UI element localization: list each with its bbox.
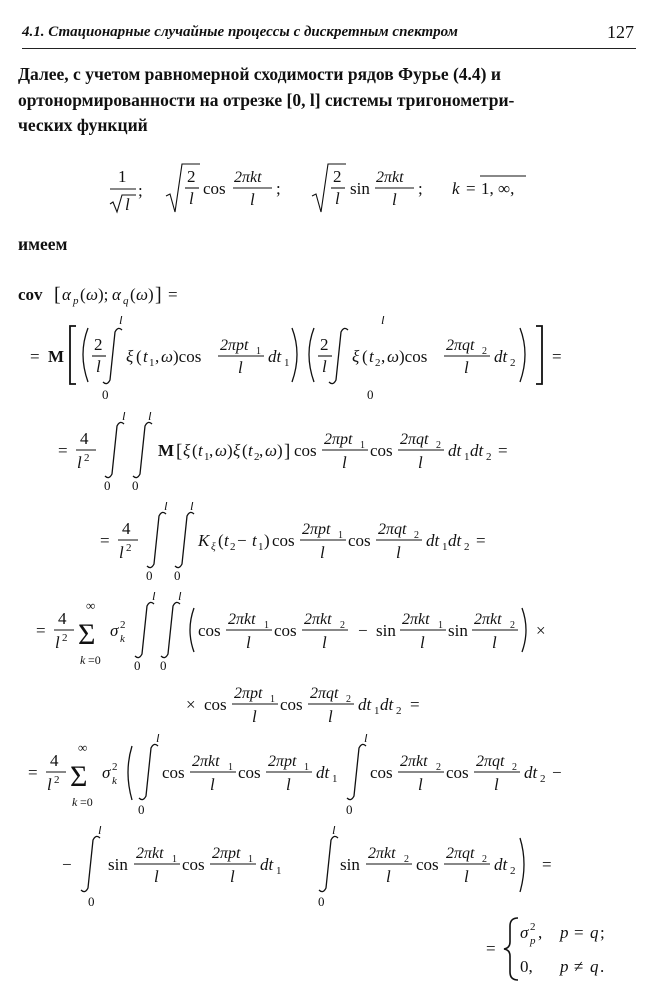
- svg-text:−: −: [237, 531, 247, 550]
- svg-text:2: 2: [84, 452, 90, 464]
- svg-text:): ): [148, 285, 154, 304]
- svg-text:l: l: [464, 867, 469, 886]
- svg-text:0: 0: [174, 568, 181, 583]
- svg-text:2: 2: [54, 774, 60, 786]
- svg-text:=: =: [552, 347, 562, 366]
- svg-text:2: 2: [414, 530, 419, 541]
- svg-text:1, ∞,: 1, ∞,: [481, 179, 515, 198]
- svg-text:ξ: ξ: [233, 441, 241, 460]
- svg-text:): ): [277, 441, 283, 460]
- svg-text:0,: 0,: [520, 957, 533, 976]
- svg-text:2πqt: 2πqt: [378, 521, 407, 538]
- svg-text:l: l: [47, 775, 52, 794]
- svg-text:2: 2: [482, 346, 487, 357]
- svg-text:0: 0: [367, 387, 374, 402]
- svg-text:M: M: [158, 441, 175, 460]
- svg-text:ω: ω: [265, 441, 278, 460]
- svg-text:2: 2: [510, 357, 516, 369]
- svg-text:l: l: [494, 775, 499, 794]
- svg-text:l: l: [386, 867, 391, 886]
- svg-text:l: l: [178, 592, 182, 603]
- svg-text:t: t: [198, 441, 203, 460]
- svg-text:sin: sin: [448, 621, 468, 640]
- svg-text:2πqt: 2πqt: [446, 845, 475, 862]
- svg-text:k: k: [452, 179, 460, 198]
- formula-step-6: [28, 734, 638, 820]
- page-number: 127: [607, 22, 634, 42]
- svg-text:[: [: [54, 284, 61, 306]
- svg-text:t: t: [369, 347, 374, 366]
- svg-text:dt: dt: [494, 347, 508, 366]
- intro-line-2: ортонормированности на отрезке [0, l] системы тригонометри-: [18, 89, 515, 110]
- svg-text:=: =: [476, 531, 486, 550]
- svg-text:t: t: [248, 441, 253, 460]
- svg-text:α: α: [62, 285, 71, 304]
- svg-text:2πqt: 2πqt: [400, 431, 429, 448]
- svg-text:k: k: [112, 775, 117, 787]
- running-header: [22, 22, 636, 49]
- svg-text:0: 0: [134, 658, 141, 673]
- svg-text:ω: ω: [215, 441, 228, 460]
- svg-text:l: l: [119, 543, 124, 562]
- svg-text:l: l: [250, 190, 255, 209]
- svg-text:2: 2: [346, 694, 351, 705]
- svg-text:p: p: [560, 957, 569, 976]
- svg-text:ω: ω: [161, 347, 174, 366]
- svg-text:2πpt: 2πpt: [220, 337, 249, 354]
- svg-text:q: q: [123, 295, 129, 307]
- svg-text:1: 1: [118, 167, 127, 186]
- imeem-text: имеем: [18, 234, 68, 254]
- svg-text:l: l: [252, 707, 257, 726]
- svg-text:): ): [264, 531, 270, 550]
- formula-step-3: [100, 502, 570, 586]
- svg-text:2: 2: [486, 451, 492, 463]
- svg-text:2: 2: [510, 620, 515, 631]
- svg-text:×: ×: [186, 695, 196, 714]
- svg-text:q: q: [590, 923, 599, 942]
- svg-text:l: l: [396, 543, 401, 562]
- svg-text:2πpt: 2πpt: [324, 431, 353, 448]
- svg-text:cov: cov: [18, 285, 43, 304]
- svg-text:2πkt: 2πkt: [368, 845, 396, 862]
- svg-text:α: α: [112, 285, 121, 304]
- svg-text:cos: cos: [204, 695, 227, 714]
- svg-text:l: l: [418, 453, 423, 472]
- svg-text:1: 1: [360, 440, 365, 451]
- svg-text:cos: cos: [198, 621, 221, 640]
- svg-text:2πpt: 2πpt: [212, 845, 241, 862]
- svg-text:σ: σ: [110, 621, 119, 640]
- svg-text:1: 1: [149, 357, 155, 369]
- svg-text:;: ;: [276, 179, 281, 198]
- svg-text:(: (: [218, 531, 224, 550]
- intro-line-3: ческих функций: [18, 115, 148, 135]
- svg-text:=0: =0: [88, 653, 101, 667]
- svg-text:dt: dt: [470, 441, 484, 460]
- svg-text:2πkt: 2πkt: [376, 169, 404, 186]
- svg-text:l: l: [148, 412, 152, 423]
- formula-step-4: [36, 592, 636, 676]
- svg-text:2: 2: [482, 854, 487, 865]
- svg-text:0: 0: [318, 894, 325, 909]
- svg-text:−: −: [552, 763, 562, 782]
- svg-text:,: ,: [209, 441, 214, 460]
- svg-text:)cos: )cos: [399, 347, 428, 366]
- svg-text:0: 0: [346, 802, 353, 817]
- svg-text:2: 2: [375, 357, 381, 369]
- svg-text:=: =: [486, 939, 496, 958]
- svg-text:cos: cos: [370, 763, 393, 782]
- svg-text:2: 2: [320, 335, 329, 354]
- svg-text:l: l: [492, 633, 497, 652]
- svg-text:,: ,: [155, 347, 160, 366]
- svg-text:l: l: [238, 358, 243, 377]
- svg-text:cos: cos: [416, 855, 439, 874]
- svg-text:=: =: [410, 695, 420, 714]
- svg-text:p: p: [530, 935, 536, 947]
- svg-text:l: l: [418, 775, 423, 794]
- svg-text:0: 0: [160, 658, 167, 673]
- svg-text:2πkt: 2πkt: [474, 611, 502, 628]
- svg-text:dt: dt: [426, 531, 440, 550]
- svg-text:2πkt: 2πkt: [228, 611, 256, 628]
- svg-text:1: 1: [256, 346, 261, 357]
- svg-text:k: k: [80, 653, 86, 667]
- svg-text:4: 4: [58, 609, 67, 628]
- svg-text:2: 2: [120, 619, 126, 631]
- svg-text:2: 2: [396, 705, 402, 717]
- svg-text:t: t: [224, 531, 229, 550]
- svg-text:dt: dt: [358, 695, 372, 714]
- svg-text:0: 0: [138, 802, 145, 817]
- svg-text:ω: ω: [387, 347, 400, 366]
- svg-text:2πkt: 2πkt: [234, 169, 262, 186]
- svg-text:1: 1: [228, 762, 233, 773]
- svg-text:M: M: [48, 347, 65, 366]
- svg-text:;: ;: [138, 181, 143, 200]
- svg-text:cos: cos: [348, 531, 371, 550]
- svg-text:1: 1: [270, 694, 275, 705]
- svg-text:l: l: [322, 357, 327, 376]
- svg-text:−: −: [62, 855, 72, 874]
- svg-text:cos: cos: [294, 441, 317, 460]
- svg-text:2: 2: [464, 541, 470, 553]
- svg-text:1: 1: [284, 357, 290, 369]
- svg-text:1: 1: [258, 541, 264, 553]
- svg-text:2: 2: [112, 761, 118, 773]
- svg-text:1: 1: [264, 620, 269, 631]
- svg-text:2: 2: [340, 620, 345, 631]
- svg-text:cos: cos: [203, 179, 226, 198]
- svg-text:cos: cos: [446, 763, 469, 782]
- svg-text:0: 0: [102, 387, 109, 402]
- svg-text:cos: cos: [238, 763, 261, 782]
- svg-text:2: 2: [230, 541, 236, 553]
- svg-text:4: 4: [50, 751, 59, 770]
- svg-text:=: =: [36, 621, 46, 640]
- svg-text:∞: ∞: [78, 740, 88, 755]
- svg-text:0: 0: [104, 478, 111, 493]
- section-title: 4.1. Стационарные случайные процессы с дискретным спектром: [22, 24, 458, 40]
- svg-text:): ): [227, 441, 233, 460]
- svg-text:l: l: [119, 316, 123, 327]
- svg-text:2: 2: [540, 773, 546, 785]
- svg-text:l: l: [164, 502, 168, 513]
- svg-text:l: l: [342, 453, 347, 472]
- svg-text:t: t: [252, 531, 257, 550]
- svg-text:Σ: Σ: [70, 760, 88, 793]
- svg-text:1: 1: [304, 762, 309, 773]
- svg-text:dt: dt: [524, 763, 538, 782]
- svg-text:l: l: [152, 592, 156, 603]
- svg-text:(: (: [192, 441, 198, 460]
- svg-text:Σ: Σ: [78, 618, 96, 651]
- svg-text:(: (: [242, 441, 248, 460]
- svg-text:l: l: [55, 633, 60, 652]
- svg-text:)cos: )cos: [173, 347, 202, 366]
- svg-text:cos: cos: [182, 855, 205, 874]
- svg-text:ξ: ξ: [211, 541, 216, 553]
- svg-text:,: ,: [259, 441, 264, 460]
- svg-text:1: 1: [276, 865, 282, 877]
- svg-text:1: 1: [464, 451, 470, 463]
- svg-text:1: 1: [338, 530, 343, 541]
- svg-text:2: 2: [254, 451, 260, 463]
- svg-text:,: ,: [538, 923, 543, 942]
- svg-text:2: 2: [510, 865, 516, 877]
- svg-text:l: l: [328, 707, 333, 726]
- svg-text:dt: dt: [316, 763, 330, 782]
- svg-text:4: 4: [80, 429, 89, 448]
- svg-text:2: 2: [404, 854, 409, 865]
- svg-text:]: ]: [155, 284, 162, 306]
- svg-text:sin: sin: [340, 855, 360, 874]
- intro-paragraph: [18, 62, 640, 139]
- svg-text:=: =: [100, 531, 110, 550]
- svg-text:ω: ω: [136, 285, 149, 304]
- svg-text:,: ,: [381, 347, 386, 366]
- svg-text:2: 2: [126, 542, 132, 554]
- svg-text:k: k: [72, 795, 78, 809]
- svg-text:1: 1: [374, 705, 380, 717]
- svg-text:0: 0: [88, 894, 95, 909]
- svg-text:2πkt: 2πkt: [402, 611, 430, 628]
- svg-text:−: −: [358, 621, 368, 640]
- svg-text:σ: σ: [102, 763, 111, 782]
- svg-text:2: 2: [187, 167, 196, 186]
- svg-text:=: =: [466, 179, 476, 198]
- svg-text:0: 0: [146, 568, 153, 583]
- svg-text:l: l: [189, 189, 194, 208]
- svg-text:=: =: [28, 763, 38, 782]
- svg-text:(: (: [136, 347, 142, 366]
- svg-text:=: =: [58, 441, 68, 460]
- svg-text:2πqt: 2πqt: [446, 337, 475, 354]
- svg-text:l: l: [286, 775, 291, 794]
- svg-text:l: l: [381, 316, 385, 327]
- svg-text:(: (: [362, 347, 368, 366]
- svg-text:=: =: [498, 441, 508, 460]
- svg-text:1: 1: [438, 620, 443, 631]
- svg-text:ξ: ξ: [126, 347, 134, 366]
- svg-text:2πkt: 2πkt: [400, 753, 428, 770]
- svg-text:cos: cos: [272, 531, 295, 550]
- svg-text:l: l: [154, 867, 159, 886]
- svg-text:l: l: [332, 826, 336, 837]
- svg-text:ω: ω: [86, 285, 99, 304]
- svg-text:p: p: [560, 923, 569, 942]
- svg-text:l: l: [122, 412, 126, 423]
- svg-text:cos: cos: [162, 763, 185, 782]
- basis-functions-formula: [100, 160, 560, 222]
- svg-text:;: ;: [418, 179, 423, 198]
- svg-text:l: l: [96, 357, 101, 376]
- svg-text:l: l: [125, 195, 130, 214]
- svg-text:dt: dt: [260, 855, 274, 874]
- svg-text:sin: sin: [108, 855, 128, 874]
- svg-text:cos: cos: [274, 621, 297, 640]
- intro-line-1: Далее, с учетом равномерной сходимости рядов Фурье (4.4) и: [18, 64, 501, 84]
- svg-text:p: p: [73, 295, 79, 307]
- svg-text:ξ: ξ: [352, 347, 360, 366]
- svg-text:dt: dt: [448, 531, 462, 550]
- formula-step-5: [186, 680, 476, 736]
- svg-text:ξ: ξ: [183, 441, 191, 460]
- svg-text:l: l: [210, 775, 215, 794]
- svg-text:=: =: [542, 855, 552, 874]
- svg-text:l: l: [335, 189, 340, 208]
- svg-text:2: 2: [94, 335, 103, 354]
- svg-text:dt: dt: [494, 855, 508, 874]
- svg-text:l: l: [98, 826, 102, 837]
- svg-text:sin: sin: [350, 179, 370, 198]
- svg-text:(: (: [130, 285, 136, 304]
- svg-text:l: l: [156, 734, 160, 745]
- svg-text:K: K: [198, 531, 210, 550]
- svg-text:1: 1: [332, 773, 338, 785]
- svg-text:l: l: [392, 190, 397, 209]
- svg-text:1: 1: [248, 854, 253, 865]
- svg-text:×: ×: [536, 621, 546, 640]
- svg-text:dt: dt: [448, 441, 462, 460]
- svg-text:2πkt: 2πkt: [192, 753, 220, 770]
- svg-text:2πpt: 2πpt: [268, 753, 297, 770]
- svg-text:]: ]: [284, 441, 291, 462]
- svg-text:1: 1: [204, 451, 210, 463]
- svg-text:l: l: [420, 633, 425, 652]
- svg-text:(: (: [80, 285, 86, 304]
- svg-text:2: 2: [333, 167, 342, 186]
- svg-text:2: 2: [530, 921, 536, 933]
- svg-text:q: q: [590, 957, 599, 976]
- svg-text:dt: dt: [268, 347, 282, 366]
- svg-text:2πqt: 2πqt: [476, 753, 505, 770]
- svg-text:2: 2: [512, 762, 517, 773]
- svg-text:l: l: [246, 633, 251, 652]
- svg-text:2πpt: 2πpt: [302, 521, 331, 538]
- svg-text:t: t: [143, 347, 148, 366]
- svg-text:);: );: [98, 285, 109, 304]
- svg-text:l: l: [320, 543, 325, 562]
- svg-text:l: l: [464, 358, 469, 377]
- svg-text:≠: ≠: [574, 957, 584, 976]
- formula-step-7: [62, 826, 602, 912]
- svg-text:l: l: [364, 734, 368, 745]
- svg-text:l: l: [230, 867, 235, 886]
- formula-result: [486, 914, 646, 984]
- svg-text:.: .: [600, 957, 605, 976]
- svg-text:k: k: [120, 633, 125, 645]
- svg-text:=0: =0: [80, 795, 93, 809]
- svg-text:l: l: [77, 453, 82, 472]
- svg-text:cos: cos: [370, 441, 393, 460]
- svg-text:l: l: [190, 502, 194, 513]
- svg-text:=: =: [168, 285, 178, 304]
- svg-text:σ: σ: [520, 923, 529, 942]
- svg-text:1: 1: [442, 541, 448, 553]
- svg-text:1: 1: [172, 854, 177, 865]
- svg-text:2πqt: 2πqt: [310, 685, 339, 702]
- svg-text:=: =: [574, 923, 584, 942]
- formula-step-1: [30, 316, 640, 406]
- svg-text:sin: sin: [376, 621, 396, 640]
- svg-text:0: 0: [132, 478, 139, 493]
- svg-text:2πpt: 2πpt: [234, 685, 263, 702]
- svg-text:l: l: [322, 633, 327, 652]
- svg-text:2πkt: 2πkt: [136, 845, 164, 862]
- svg-text:2: 2: [436, 440, 441, 451]
- svg-text:2: 2: [62, 632, 68, 644]
- cov-lhs-formula: [18, 278, 258, 310]
- svg-text:cos: cos: [280, 695, 303, 714]
- svg-text:;: ;: [600, 923, 605, 942]
- svg-text:dt: dt: [380, 695, 394, 714]
- svg-text:4: 4: [122, 519, 131, 538]
- svg-text:2: 2: [436, 762, 441, 773]
- formula-step-2: [58, 412, 598, 496]
- svg-text:∞: ∞: [86, 598, 96, 613]
- svg-text:2πkt: 2πkt: [304, 611, 332, 628]
- svg-text:[: [: [176, 441, 183, 462]
- svg-text:=: =: [30, 347, 40, 366]
